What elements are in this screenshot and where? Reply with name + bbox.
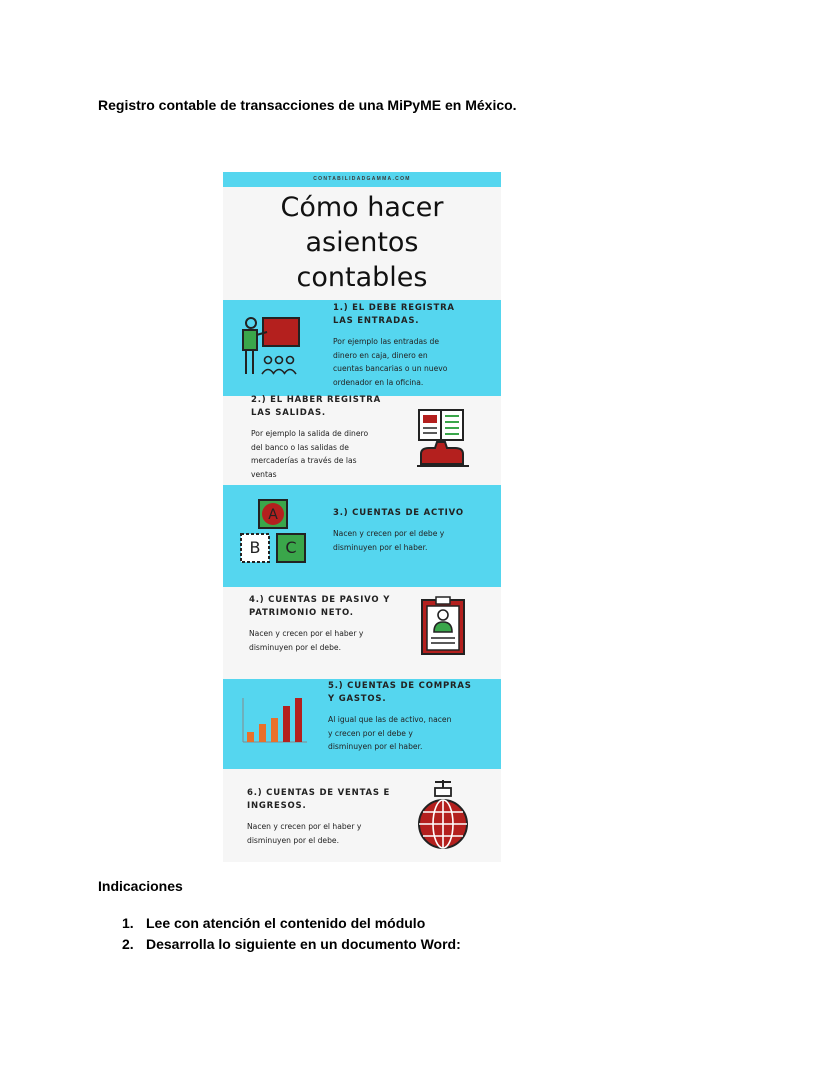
section-heading: 4.) CUENTAS DE PASIVO Y PATRIMONIO NETO. [249,595,391,618]
abc-blocks-icon [237,498,309,564]
section-5 [328,680,472,754]
svg-text:A: A [268,507,278,523]
section-1 [333,302,455,389]
section-2 [251,394,381,481]
section-heading: 6.) CUENTAS DE VENTAS E INGRESOS. [247,788,391,811]
infographic-title: Cómo hacer asientos contables [280,192,444,293]
site-banner: CONTABILIDADGAMMA.COM [223,172,501,187]
section-heading: 1.) EL DEBE REGISTRA LAS ENTRADAS. [333,303,455,326]
section-body: Al igual que las de activo, nacen y crecen por el debe y disminuyen por el haber. [328,715,452,751]
section-body: Por ejemplo la salida de dinero del banco o las salidas de mercaderías a través de las ventas [251,429,369,479]
section-heading: 3.) CUENTAS DE ACTIVO [333,508,464,518]
document-title: Registro contable de transacciones de una MiPyME en México. [98,97,517,113]
section-body: Nacen y crecen por el debe y disminuyen por el haber. [333,529,445,552]
indicaciones-heading: Indicaciones [98,878,183,894]
list-item: 2. Desarrolla lo siguiente en un documento Word: [122,936,461,952]
list-item: 1. Lee con atención el contenido del módulo [122,915,426,931]
svg-text:B: B [249,538,261,557]
svg-text:C: C [285,538,297,557]
section-6 [247,787,390,847]
section-body: Nacen y crecen por el haber y disminuyen por el debe. [249,629,364,652]
teacher-board-icon [239,314,303,380]
section-3 [333,507,464,554]
bar-chart-icon [237,694,309,748]
section-heading: 5.) CUENTAS DE COMPRAS Y GASTOS. [328,681,472,704]
ledger-book-icon [415,406,471,470]
clipboard-person-icon [419,596,467,656]
section-body: Por ejemplo las entradas de dinero en caja, dinero en cuentas bancarias o un nuevo ordenador en la oficina. [333,337,448,387]
globe-icon [413,778,473,850]
infographic [223,172,501,862]
section-body: Nacen y crecen por el haber y disminuyen por el debe. [247,822,362,845]
section-heading: 2.) EL HABER REGISTRA LAS SALIDAS. [251,395,381,418]
instructions-list [122,913,461,955]
section-4 [249,594,390,654]
